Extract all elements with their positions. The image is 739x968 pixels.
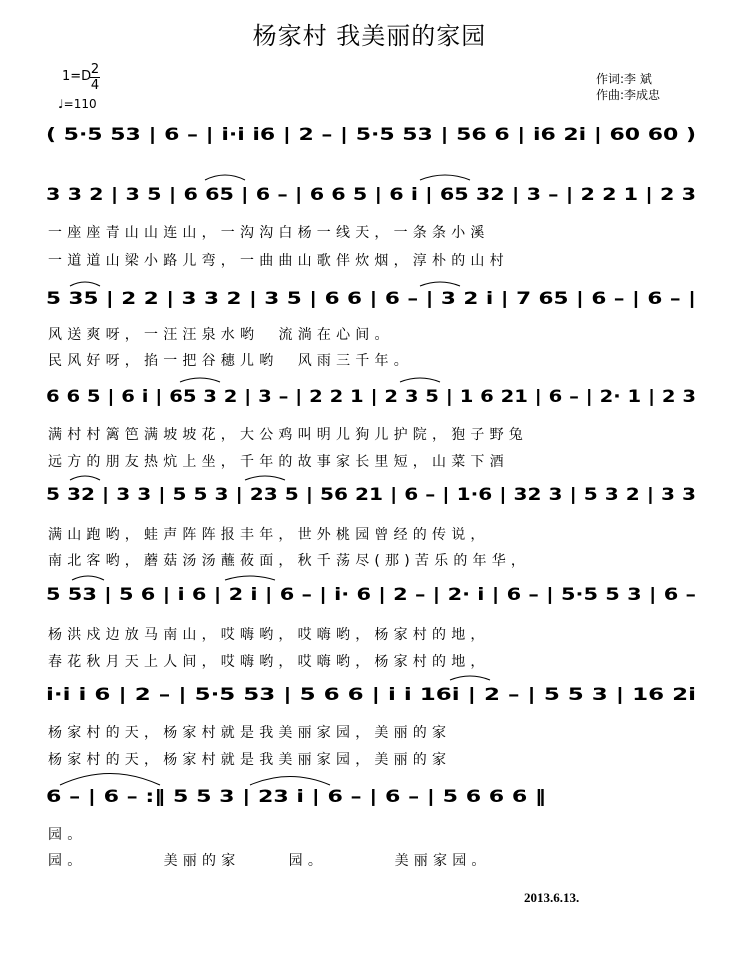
notation-line-7: i·i i 6 | 2 – | 5·5 53 | 5 6 6 | i i 16i | 2 – | 5 5 3 | 16 2i <box>46 685 696 705</box>
date-stamp: 2013.6.13. <box>524 890 580 905</box>
notation-line-6: 5 53 | 5 6 | i 6 | 2 i | 6 – | i· 6 | 2 – | 2· i | 6 – | 5·5 5 3 | 6 – <box>46 585 696 605</box>
lyric-line-7: 满山跑哟，蛙声阵阵报丰年，世外桃园曾经的传说， <box>48 527 490 543</box>
lyric-line-3: 风送爽呀，一汪汪泉水哟 流淌在心间。 <box>48 327 394 343</box>
slur <box>60 774 160 786</box>
slur <box>400 378 440 382</box>
notation-line-5: 5 32 | 3 3 | 5 5 3 | 23 5 | 56 21 | 6 – | 1·6 | 32 3 | 5 3 2 | 3 3 <box>46 485 696 505</box>
slur <box>420 175 470 180</box>
lyric-line-9: 杨洪戍边放马南山，哎嗨哟，哎嗨哟，杨家村的地， <box>48 627 490 643</box>
time-signature-bottom: 4 <box>90 78 100 93</box>
slur <box>420 282 460 286</box>
slur <box>70 476 100 480</box>
lyric-line-14: 园。 美丽的家 园。 美丽家园。 <box>48 853 491 869</box>
lyric-line-10: 春花秋月天上人间，哎嗨哟，哎嗨哟，杨家村的地， <box>48 654 490 670</box>
lyric-line-8: 南北客哟，蘑菇汤汤蘸莜面，秋千荡尽(那)苦乐的年华， <box>48 553 531 569</box>
lyric-line-6: 远方的朋友热炕上坐，千年的故事家长里短，山菜下酒 <box>48 454 509 470</box>
tempo-marking: ♩=110 <box>58 97 97 111</box>
lyric-line-12: 杨家村的天，杨家村就是我美丽家园，美丽的家 <box>48 752 452 768</box>
lyric-line-13: 园。 <box>48 827 87 843</box>
slur <box>72 576 104 580</box>
notation-line-3: 5 35 | 2 2 | 3 3 2 | 3 5 | 6 6 | 6 – | 3 2 i | 7 65 | 6 – | 6 – | <box>46 289 696 309</box>
lyricist-credit: 作词:李 斌 <box>596 72 652 86</box>
key-signature: 1=D <box>62 69 92 84</box>
lyric-line-11: 杨家村的天，杨家村就是我美丽家园，美丽的家 <box>48 725 452 741</box>
composer-credit: 作曲:李成忠 <box>596 88 661 102</box>
notation-line-8: 6 – | 6 – :‖ 5 5 3 | 23 i | 6 – | 6 – | 5 6 6 6 ‖ <box>46 787 546 807</box>
slur <box>250 777 330 786</box>
time-signature-top: 2 <box>90 62 100 77</box>
slur <box>205 175 245 180</box>
slur <box>70 282 100 286</box>
page-title: 杨家村 我美丽的家园 <box>252 22 487 50</box>
notation-line-4: 6 6 5 | 6 i | 65 3 2 | 3 – | 2 2 1 | 2 3 5 | 1 6 21 | 6 – | 2· 1 | 2 3 <box>46 387 696 407</box>
lyric-line-5: 满村村篱笆满坡坡花，大公鸡叫明儿狗儿护院，狍子野兔 <box>48 427 528 443</box>
slur <box>180 378 220 382</box>
lyric-line-1: 一座座青山山连山，一沟沟白杨一线天，一条条小溪 <box>48 225 490 241</box>
slur <box>245 476 285 480</box>
lyric-line-4: 民风好呀，掐一把谷穗儿哟 风雨三千年。 <box>48 353 413 369</box>
notation-line-2: 3 3 2 | 3 5 | 6 65 | 6 – | 6 6 5 | 6 i | 65 32 | 3 – | 2 2 1 | 2 3 <box>46 185 696 205</box>
slur <box>450 676 490 680</box>
lyric-line-2: 一道道山梁小路儿弯，一曲曲山歌伴炊烟，淳朴的山村 <box>48 253 509 269</box>
notation-line-1: ( 5·5 53 | 6 – | i·i i6 | 2 – | 5·5 53 | 56 6 | i6 2i | 60 60 ) <box>46 125 696 145</box>
slur <box>225 576 275 580</box>
